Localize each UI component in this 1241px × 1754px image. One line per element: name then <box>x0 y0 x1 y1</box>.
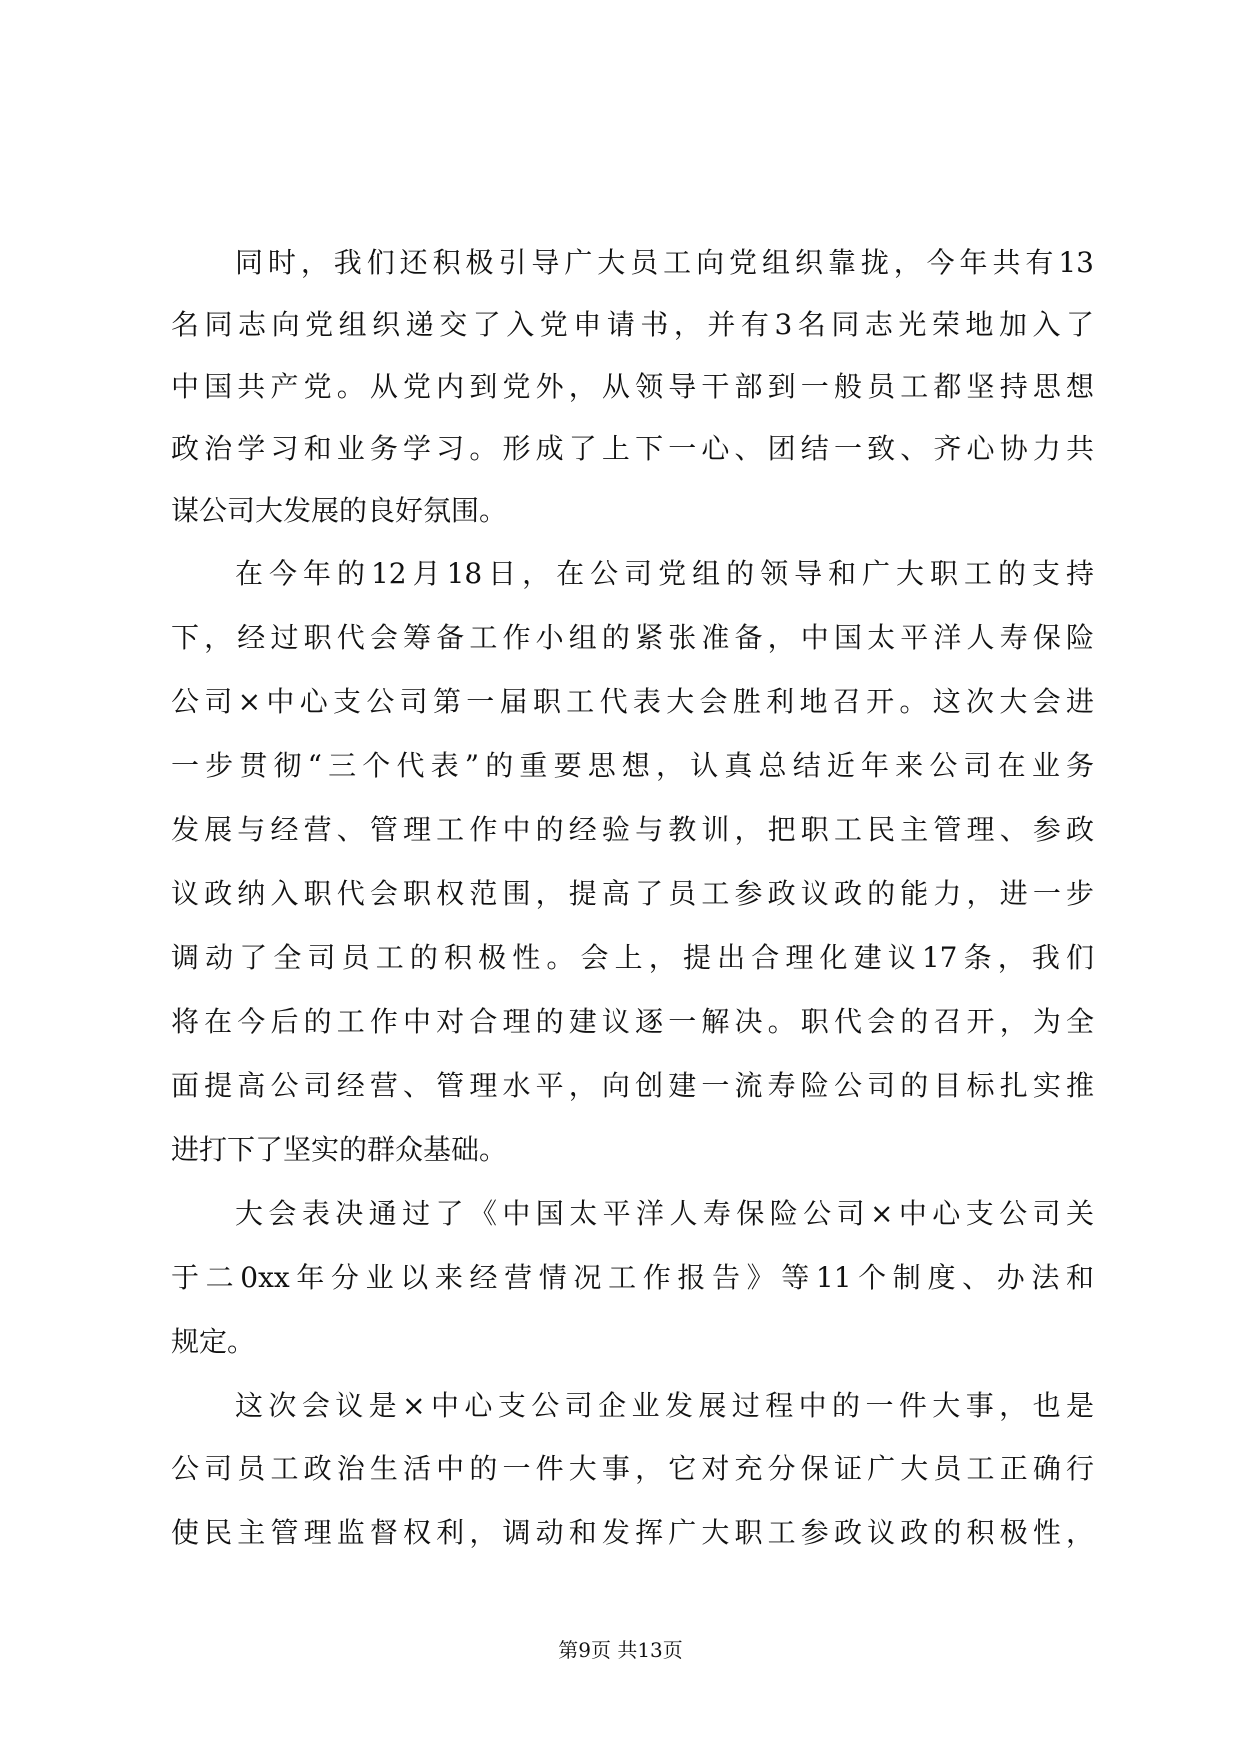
text-line: 大会表决通过了《中国太平洋人寿保险公司×中心支公司关 <box>235 1197 1094 1230</box>
text-line: 在今年的12月18日，在公司党组的领导和广大职工的支持 <box>235 557 1094 590</box>
text-line: 下，经过职代会筹备工作小组的紧张准备，中国太平洋人寿保险 <box>171 621 1094 654</box>
text-line: 公司员工政治生活中的一件大事，它对充分保证广大员工正确行 <box>171 1452 1094 1485</box>
text-line: 同时，我们还积极引导广大员工向党组织靠拢，今年共有13 <box>235 246 1094 279</box>
text-line: 规定。 <box>171 1325 256 1358</box>
text-line: 面提高公司经营、管理水平，向创建一流寿险公司的目标扎实推 <box>171 1069 1094 1102</box>
text-line: 进打下了坚实的群众基础。 <box>171 1133 508 1166</box>
text-line: 发展与经营、管理工作中的经验与教训，把职工民主管理、参政 <box>171 813 1094 846</box>
text-line: 调动了全司员工的积极性。会上，提出合理化建议17条，我们 <box>171 941 1094 974</box>
text-line: 谋公司大发展的良好氛围。 <box>171 494 508 527</box>
text-line: 中国共产党。从党内到党外，从领导干部到一般员工都坚持思想 <box>171 370 1094 403</box>
page-number-footer: 第9页 共13页 <box>558 1638 683 1662</box>
text-line: 将在今后的工作中对合理的建议逐一解决。职代会的召开，为全 <box>171 1005 1094 1038</box>
text-line: 名同志向党组织递交了入党申请书，并有3名同志光荣地加入了 <box>171 308 1094 341</box>
text-line: 这次会议是×中心支公司企业发展过程中的一件大事，也是 <box>235 1389 1094 1422</box>
text-line: 于二0xx年分业以来经营情况工作报告》等11个制度、办法和 <box>171 1261 1094 1294</box>
text-line: 公司×中心支公司第一届职工代表大会胜利地召开。这次大会进 <box>171 685 1094 718</box>
text-line: 政治学习和业务学习。形成了上下一心、团结一致、齐心协力共 <box>171 432 1094 465</box>
text-line: 议政纳入职代会职权范围，提高了员工参政议政的能力，进一步 <box>171 877 1094 910</box>
text-line: 使民主管理监督权利，调动和发挥广大职工参政议政的积极性， <box>171 1516 1094 1549</box>
text-line: 一步贯彻“三个代表”的重要思想，认真总结近年来公司在业务 <box>171 749 1094 782</box>
